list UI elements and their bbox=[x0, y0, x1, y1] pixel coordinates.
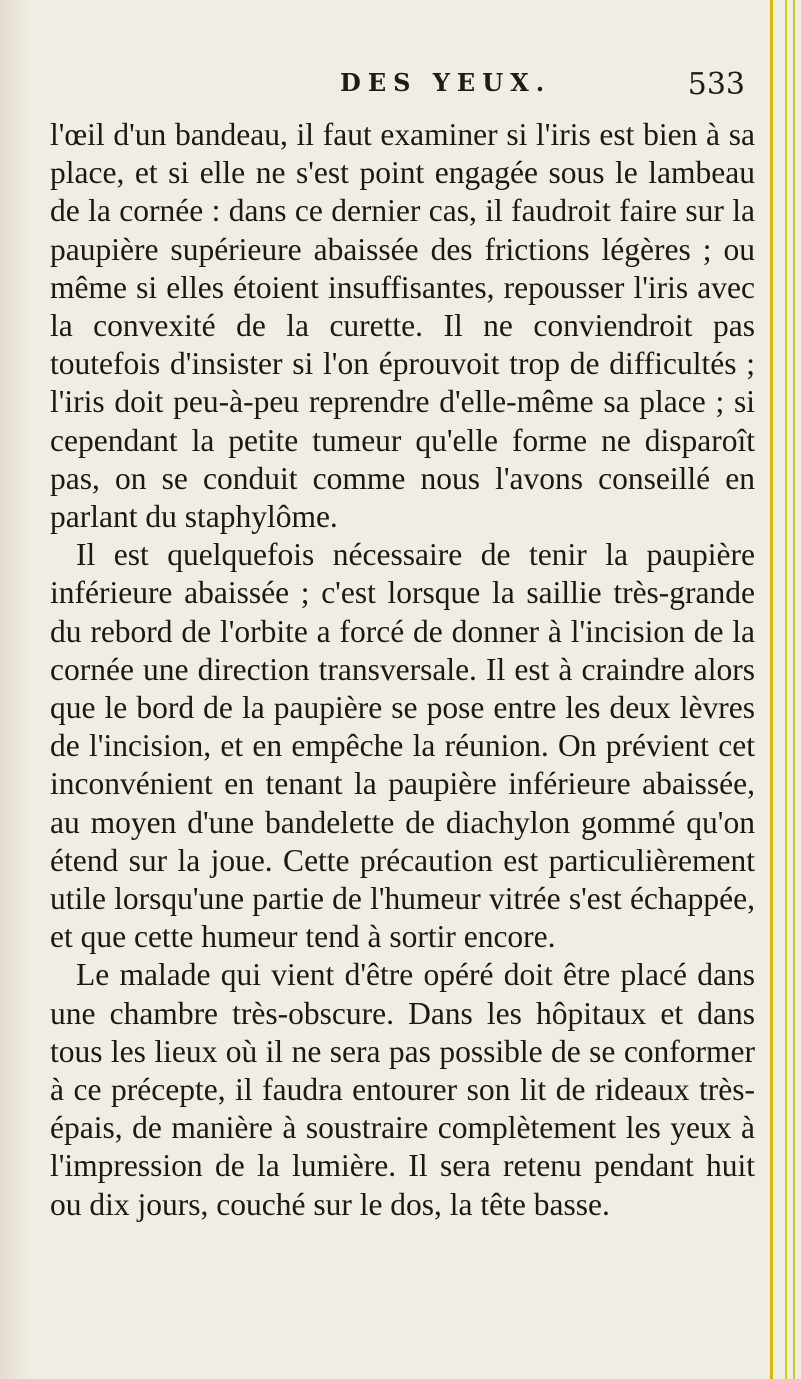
edge-stripe bbox=[770, 0, 773, 1379]
page-header bbox=[40, 68, 755, 108]
running-title: DES YEUX. bbox=[340, 68, 552, 97]
paragraph-2: Il est quelquefois nécessaire de tenir la paupière inférieure abaissée ; c'est lorsque la saillie très-grande du rebord de l'orbite a forcé de donner à l'incision de la cornée une direction transversale. Il est à craindre alors que le bord de la paupière se pose entre les deux lèvres de l'incision, et en empêche la réunion. On prévient cet inconvénient en tenant la paupière inférieure abaissée, au moyen d'une bandelette de diachylon gommé qu'on étend sur la joue. Cette précaution est particulièrement utile lorsqu'une partie de l'humeur vitrée s'est échappée, et que cette humeur tend à sortir encore. bbox=[50, 537, 755, 955]
paragraph-1: l'œil d'un bandeau, il faut examiner si l'iris est bien à sa place, et si elle ne s'est point engagée sous le lambeau de la cornée : dans ce dernier cas, il faudroit faire sur la paupière supérieure abaissée des frictions légères ; ou même si elles étoient insuffisantes, repousser l'iris avec la convexité de la curette. Il ne conviendroit pas toutefois d'insister si l'on éprouvoit trop de difficultés ; l'iris doit peu-à-peu reprendre d'elle-même sa place ; si cependant la petite tumeur qu'elle forme ne disparoît pas, on se conduit comme nous l'avons conseillé en parlant du staphylôme. bbox=[50, 117, 755, 535]
page-number: 533 bbox=[687, 67, 745, 102]
paragraph-3: Le malade qui vient d'être opéré doit être placé dans une chambre très-obscure. Dans les hôpitaux et dans tous les lieux où il ne sera pas possible de se conformer à ce précepte, il faudra entourer son lit de rideaux très-épais, de manière à soustraire complètement les yeux à l'impression de la lumière. Il sera retenu pendant huit ou dix jours, couché sur le dos, la tête basse. bbox=[50, 957, 755, 1222]
edge-stripe bbox=[793, 0, 795, 1379]
body-text bbox=[50, 116, 755, 1224]
page-edge bbox=[755, 0, 801, 1379]
gutter-shadow bbox=[0, 0, 30, 1379]
edge-stripe bbox=[785, 0, 787, 1379]
